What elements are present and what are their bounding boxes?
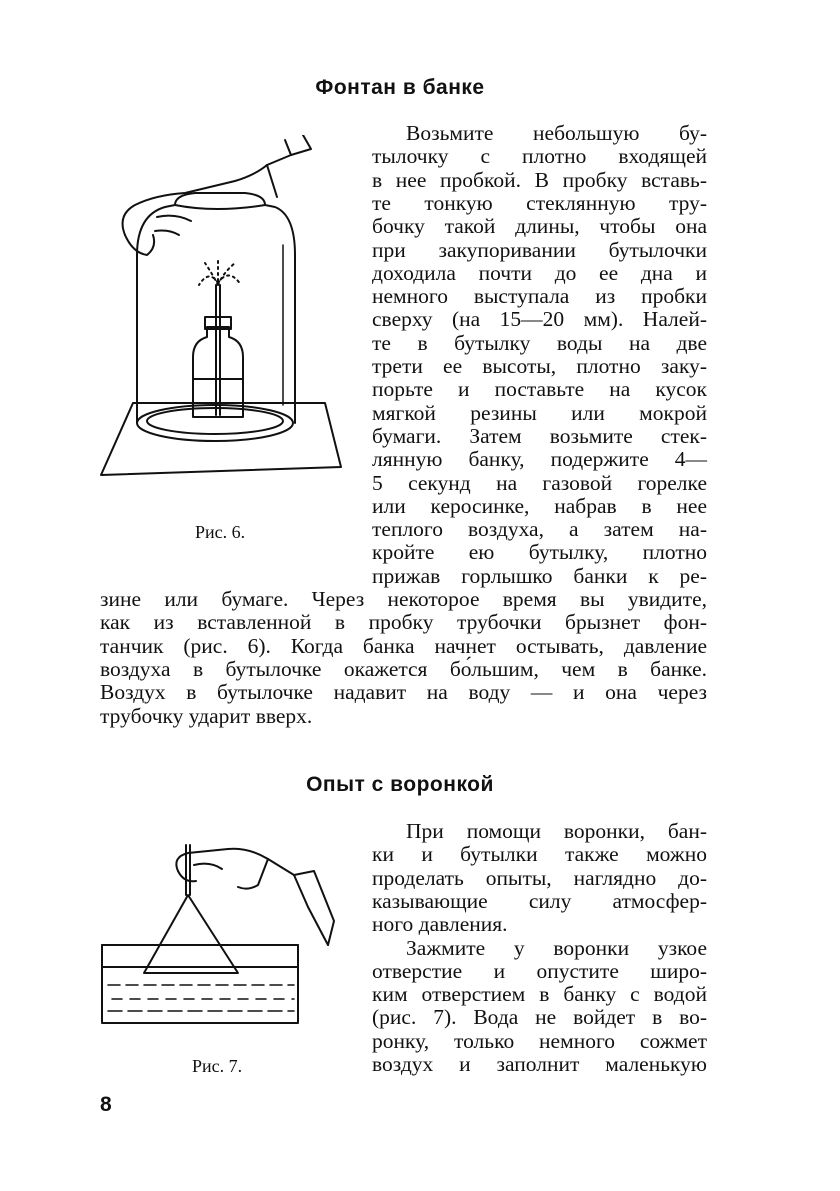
text-line: мягкой резины или мокрой xyxy=(372,400,707,425)
text-line: танчик (рис. 6). Когда банка начнет остывать, давление xyxy=(100,633,707,658)
text-line: казывающие силу атмосфер- xyxy=(372,888,707,913)
text-line: теплого воздуха, а затем на- xyxy=(372,517,707,542)
page-number: 8 xyxy=(100,1093,112,1116)
text-line: проделать опыты, наглядно до- xyxy=(372,865,707,890)
text-line: (рис. 7). Вода не войдет в во- xyxy=(372,1005,707,1030)
text-line: Воздух в бутылочке надавит на воду — и она через xyxy=(100,680,707,705)
text-line: в нее пробкой. В пробку вставь- xyxy=(372,167,707,192)
text-line: или керосинке, набрав в нее xyxy=(372,493,707,518)
text-line: тылочку с плотно входящей xyxy=(372,144,707,169)
text-line: при закупоривании бутылочки xyxy=(372,237,707,262)
text-line: порьте и поставьте на кусок xyxy=(372,377,707,402)
section-title-funnel: Опыт с воронкой xyxy=(306,773,494,796)
text-line: бумаги. Затем возьмите стек- xyxy=(372,423,707,448)
text-line: 5 секунд на газовой горелке xyxy=(372,470,707,495)
text-line: те тонкую стеклянную тру- xyxy=(372,190,707,215)
text-line: зине или бумаге. Через некоторое время вы увидите, xyxy=(100,587,707,611)
text-line: воздуха в бутылочке окажется бо́льшим, чем в банке. xyxy=(100,656,707,681)
text-line: кройте ею бутылку, плотно xyxy=(372,540,707,565)
text-line: доходила почти до ее дна и xyxy=(372,260,707,285)
text-line: немного выступала из пробки xyxy=(372,284,707,309)
text-line: бочку такой длины, чтобы она xyxy=(372,214,707,239)
text-line: Зажмите у воронки узкое xyxy=(406,935,707,960)
text-line: сверху (на 15—20 мм). Налей- xyxy=(372,307,707,332)
text-line: лянную банку, подержите 4— xyxy=(372,447,707,472)
figure-6-illustration xyxy=(95,135,355,485)
text-line: отверстие и опустите широ- xyxy=(372,958,707,983)
text-line: прижав горлышко банки к ре- xyxy=(372,563,707,588)
text-line: трубочку ударит вверх. xyxy=(100,703,313,728)
text-line: ного давления. xyxy=(372,912,508,937)
text-line: ким отверстием в банку с водой xyxy=(372,982,707,1007)
text-line: При помощи воронки, бан- xyxy=(406,819,707,843)
section-title-fountain: Фонтан в банке xyxy=(315,76,485,99)
figure-7-caption: Рис. 7. xyxy=(192,1056,243,1076)
text-line: как из вставленной в пробку трубочки брызнет фон- xyxy=(100,610,707,635)
text-line: те в бутылку воды на две xyxy=(372,330,707,355)
text-line: ки и бутылки также можно xyxy=(372,842,707,867)
text-line: Возьмите небольшую бу- xyxy=(406,121,707,145)
text-line: ронку, только немного сожмет xyxy=(372,1028,707,1053)
figure-7-illustration xyxy=(98,835,348,1035)
text-line: трети ее высоты, плотно заку- xyxy=(372,354,707,378)
figure-6-caption: Рис. 6. xyxy=(195,522,246,542)
text-line: воздух и заполнит маленькую xyxy=(372,1052,707,1076)
